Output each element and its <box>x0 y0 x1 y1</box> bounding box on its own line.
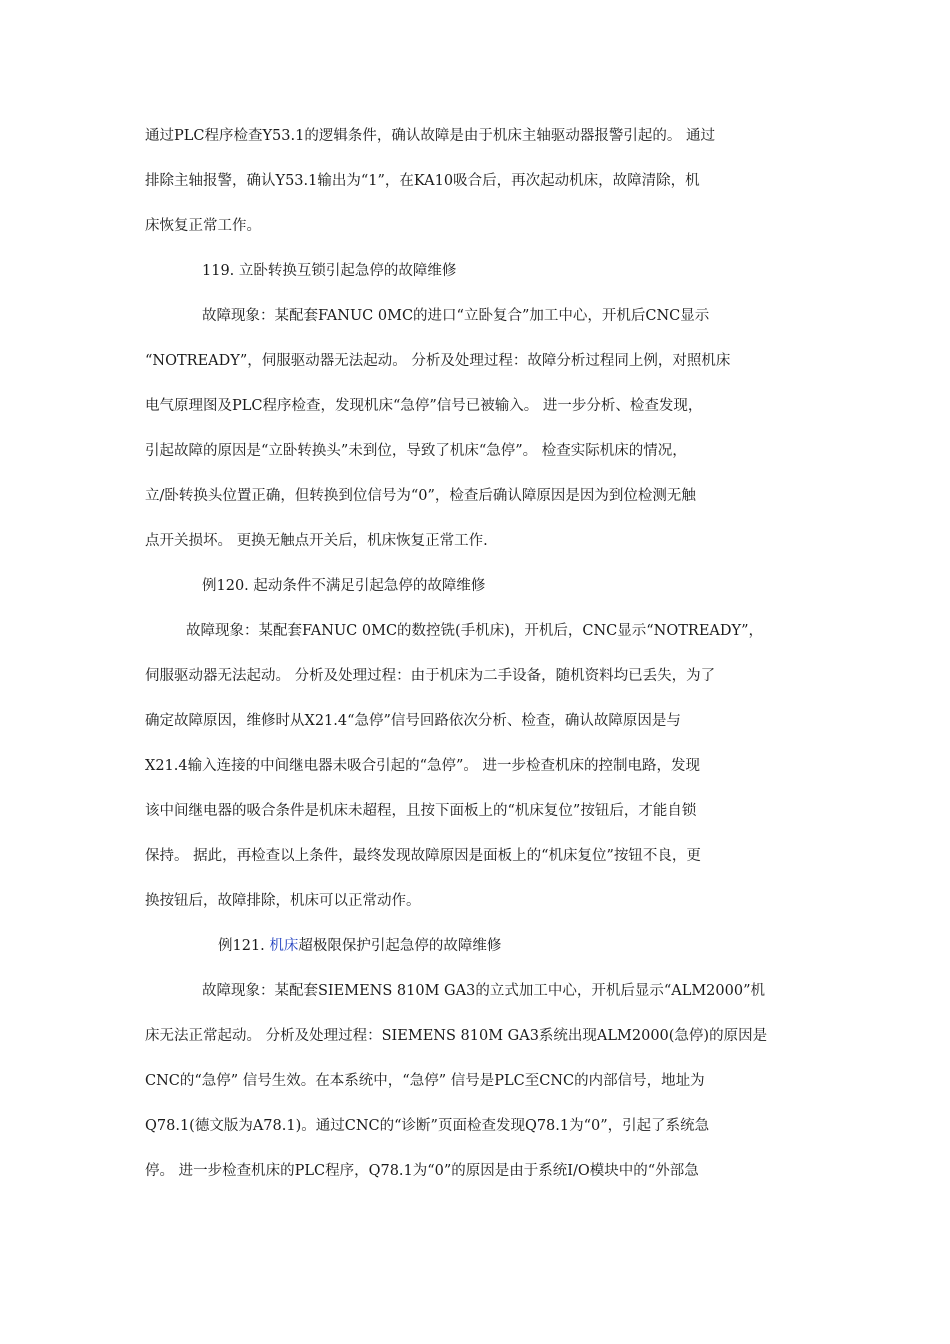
paragraph-line: 该中间继电器的吸合条件是机床未超程，且按下面板上的“机床复位”按钮后，才能自锁 <box>145 803 697 819</box>
paragraph-line: 故障现象：某配套SIEMENS 810M GA3的立式加工中心，开机后显示“ALM2000”机 <box>202 983 765 999</box>
paragraph-line: “NOTREADY”，伺服驱动器无法起动。 分析及处理过程：故障分析过程同上例，对照机床 <box>145 353 731 369</box>
paragraph-line: 床无法正常起动。 分析及处理过程：SIEMENS 810M GA3系统出现ALM2000(急停)的原因是 <box>145 1028 768 1044</box>
paragraph-line: CNC的“急停” 信号生效。在本系统中，“急停” 信号是PLC至CNC的内部信号，地址为 <box>145 1073 705 1089</box>
section-heading-120: 例120. 起动条件不满足引起急停的故障维修 <box>202 578 486 594</box>
paragraph-line: 确定故障原因，维修时从X21.4“急停”信号回路依次分析、检查，确认故障原因是与 <box>145 713 681 729</box>
paragraph-line: Q78.1(德文版为A78.1)。通过CNC的“诊断”页面检查发现Q78.1为“0”，引起了系统急 <box>145 1118 710 1134</box>
section-heading-121 <box>218 936 501 956</box>
paragraph-line: 引起故障的原因是“立卧转换头”未到位，导致了机床“急停”。 检查实际机床的情况， <box>145 443 687 459</box>
paragraph-line: 保持。 据此，再检查以上条件，最终发现故障原因是面板上的“机床复位”按钮不良，更 <box>145 848 701 864</box>
paragraph-line: 通过PLC程序检查Y53.1的逻辑条件，确认故障是由于机床主轴驱动器报警引起的。 通过 <box>145 128 715 144</box>
section-heading-119: 119. 立卧转换互锁引起急停的故障维修 <box>202 263 457 279</box>
paragraph-line: 电气原理图及PLC程序检查，发现机床“急停”信号已被输入。 进一步分析、检查发现， <box>145 398 703 414</box>
paragraph-line: 故障现象：某配套FANUC 0MC的数控铣(手机床)，开机后，CNC显示“NOTREADY”， <box>186 623 763 639</box>
machine-tool-link[interactable]: 机床 <box>269 938 299 954</box>
heading-suffix: 超极限保护引起急停的故障维修 <box>298 938 502 954</box>
heading-prefix: 例121. <box>218 938 270 954</box>
paragraph-line: 故障现象：某配套FANUC 0MC的进口“立卧复合”加工中心，开机后CNC显示 <box>202 308 710 324</box>
paragraph-line: 立/卧转换头位置正确，但转换到位信号为“0”，检查后确认障原因是因为到位检测无触 <box>145 488 696 504</box>
paragraph-line: 伺服驱动器无法起动。 分析及处理过程：由于机床为二手设备，随机资料均已丢失，为了 <box>145 668 716 684</box>
paragraph-line: 停。 进一步检查机床的PLC程序，Q78.1为“0”的原因是由于系统I/O模块中的“外部急 <box>145 1163 699 1179</box>
paragraph-line: 排除主轴报警，确认Y53.1输出为“1”，在KA10吸合后，再次起动机床，故障清除，机 <box>145 173 700 189</box>
paragraph-line: X21.4输入连接的中间继电器未吸合引起的“急停”。 进一步检查机床的控制电路，发现 <box>145 758 701 774</box>
paragraph-line: 点开关损坏。 更换无触点开关后，机床恢复正常工作. <box>145 533 488 549</box>
paragraph-line: 床恢复正常工作。 <box>145 218 261 234</box>
paragraph-line: 换按钮后，故障排除，机床可以正常动作。 <box>145 893 421 909</box>
